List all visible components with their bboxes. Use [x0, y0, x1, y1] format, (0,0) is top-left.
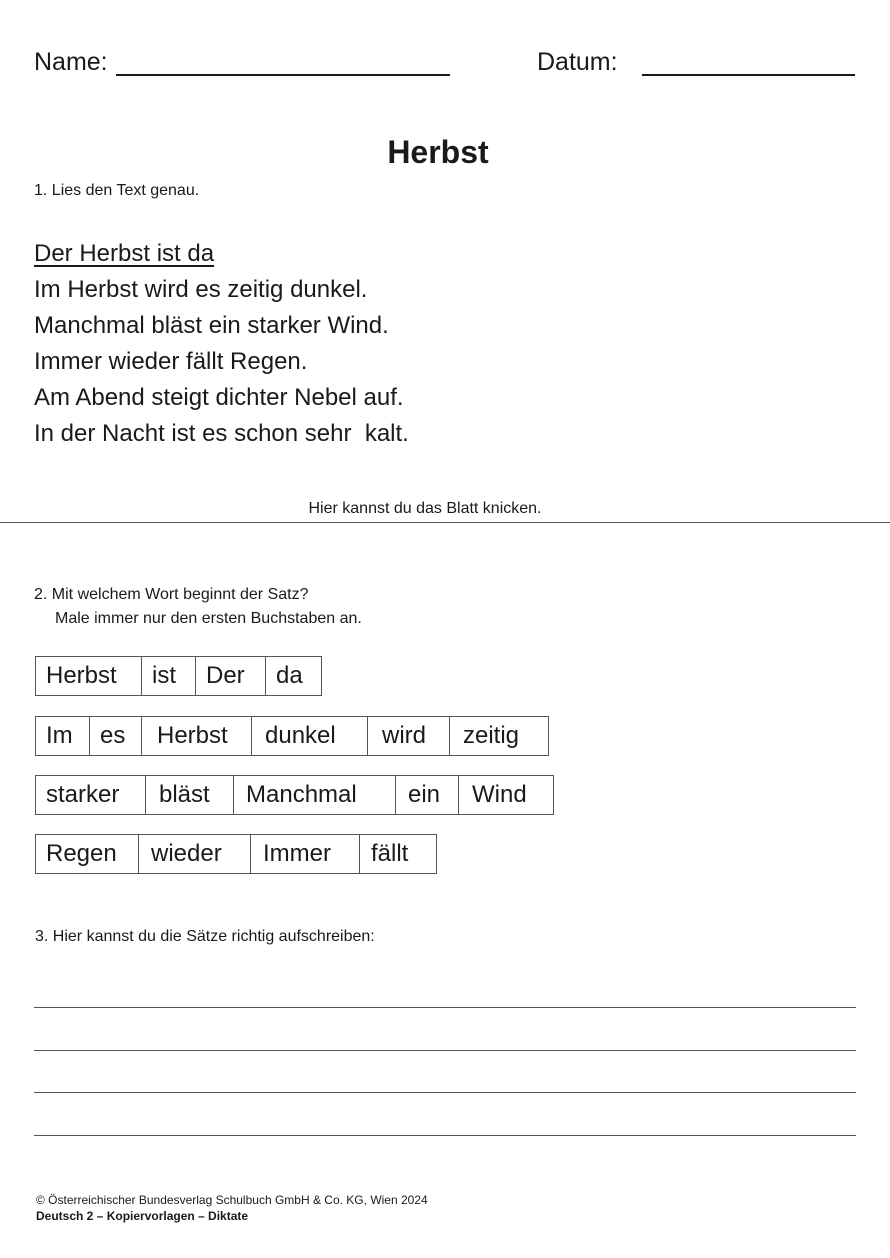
- word-row-3: [35, 775, 554, 815]
- story-line: Immer wieder fällt Regen.: [34, 348, 308, 375]
- word-row-4: [35, 834, 437, 874]
- word-box[interactable]: Der: [196, 657, 266, 695]
- task2-instruction: [34, 583, 362, 631]
- name-write-line[interactable]: [116, 74, 450, 76]
- word-box[interactable]: wird: [368, 717, 450, 755]
- task3-instruction: 3. Hier kannst du die Sätze richtig aufschreiben:: [35, 928, 375, 945]
- word-box[interactable]: Regen: [36, 835, 139, 873]
- task1-instruction: 1. Lies den Text genau.: [34, 182, 200, 199]
- word-box[interactable]: da: [276, 662, 303, 689]
- writing-line[interactable]: [34, 1135, 856, 1136]
- writing-line[interactable]: [34, 1007, 856, 1008]
- story-heading: Der Herbst ist da: [34, 240, 215, 267]
- fold-hint: Hier kannst du das Blatt knicken.: [308, 500, 542, 517]
- story-line: Manchmal bläst ein starker Wind.: [34, 312, 389, 339]
- story-line: Im Herbst wird es zeitig dunkel.: [34, 276, 368, 303]
- word-box[interactable]: bläst: [146, 776, 234, 814]
- word-box[interactable]: es: [90, 717, 142, 755]
- fold-line: [0, 522, 890, 523]
- story-line: In der Nacht ist es schon sehr kalt.: [34, 420, 409, 447]
- date-write-line[interactable]: [642, 74, 855, 76]
- footer-series: Deutsch 2 – Kopiervorlagen – Diktate: [36, 1209, 249, 1223]
- word-box[interactable]: fällt: [371, 840, 409, 867]
- story-line: Am Abend steigt dichter Nebel auf.: [34, 384, 404, 411]
- story-text: [34, 236, 409, 452]
- word-box[interactable]: wieder: [139, 835, 251, 873]
- word-box[interactable]: ist: [142, 657, 196, 695]
- word-box[interactable]: Wind: [472, 781, 527, 808]
- footer-copyright: © Österreichischer Bundesverlag Schulbuch GmbH & Co. KG, Wien 2024: [36, 1193, 428, 1207]
- word-row-2: [35, 716, 549, 756]
- word-box[interactable]: Im: [36, 717, 90, 755]
- footer: [36, 1192, 428, 1224]
- word-box[interactable]: Herbst: [36, 657, 142, 695]
- page-title: Herbst: [387, 134, 489, 170]
- writing-line[interactable]: [34, 1092, 856, 1093]
- task2-subinstruction: Male immer nur den ersten Buchstaben an.: [55, 610, 362, 627]
- word-box[interactable]: Immer: [251, 835, 360, 873]
- writing-line[interactable]: [34, 1050, 856, 1051]
- date-label: Datum:: [537, 48, 618, 76]
- word-box[interactable]: dunkel: [252, 717, 368, 755]
- word-box[interactable]: ein: [396, 776, 459, 814]
- word-box[interactable]: Manchmal: [234, 776, 396, 814]
- word-row-1: [35, 656, 322, 696]
- word-box[interactable]: starker: [36, 776, 146, 814]
- word-box[interactable]: Herbst: [142, 717, 252, 755]
- word-box[interactable]: zeitig: [463, 722, 520, 749]
- task2-question: 2. Mit welchem Wort beginnt der Satz?: [34, 586, 309, 603]
- name-label: Name:: [34, 48, 108, 76]
